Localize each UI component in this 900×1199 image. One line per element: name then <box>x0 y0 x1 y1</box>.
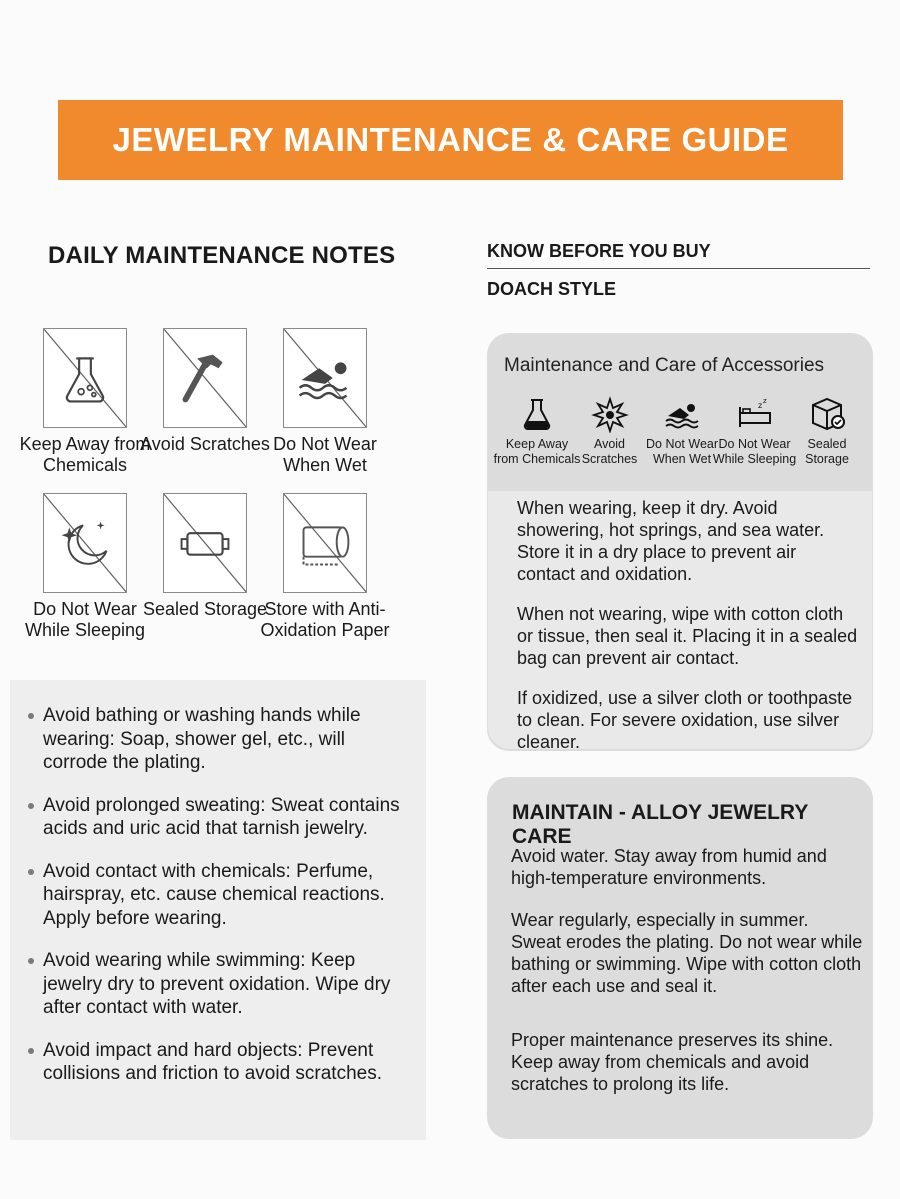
bullet-icon <box>28 958 34 964</box>
mini-icon-row <box>493 395 863 467</box>
care-paragraph: Avoid water. Stay away from humid and high-temperature environments. <box>511 846 827 888</box>
scratch-icon <box>591 395 629 433</box>
list-item <box>28 704 412 775</box>
swimmer-icon <box>283 328 367 428</box>
care-paragraph: Proper maintenance preserves its shine. Keep away from chemicals and avoid scratches to prolong its life. <box>511 1030 834 1094</box>
care-label: Store with Anti-Oxidation Paper <box>260 599 390 640</box>
list-item <box>28 860 412 931</box>
list-item <box>28 949 412 1020</box>
mini-item-wet <box>646 395 718 467</box>
tip-text: Avoid prolonged sweating: Sweat contains acids and uric acid that tarnish jewelry. <box>43 794 400 839</box>
mini-label: Avoid Scratches <box>581 437 638 466</box>
accessories-care-card <box>487 333 873 751</box>
card-body <box>511 845 863 1115</box>
mini-item-scratches <box>574 395 646 467</box>
bullet-icon <box>28 1048 34 1054</box>
care-paragraph: If oxidized, use a silver cloth or toothpaste to clean. For severe oxidation, use silver cleaner. <box>517 688 853 752</box>
care-label: Keep Away from Chemicals <box>19 434 151 475</box>
svg-text:z: z <box>757 401 762 410</box>
mini-label: Keep Away from Chemicals <box>493 437 581 466</box>
mini-label: Do Not Wear While Sleeping <box>712 437 797 466</box>
bullet-icon <box>28 713 34 719</box>
brand-name: DOACH STYLE <box>487 279 617 299</box>
daily-maintenance-heading: DAILY MAINTENANCE NOTES <box>48 242 396 269</box>
card-body <box>488 491 872 752</box>
alloy-care-card <box>487 777 873 1139</box>
swimmer-icon <box>663 395 701 433</box>
care-paragraph: When wearing, keep it dry. Avoid showering, hot springs, and sea water. Store it in a dry place to prevent air contact and oxidation. <box>517 498 825 584</box>
title-banner <box>58 100 843 180</box>
care-item-chemicals <box>20 328 150 493</box>
mini-label: Do Not Wear When Wet <box>646 437 719 466</box>
flask-icon <box>518 395 556 433</box>
card-title: Maintenance and Care of Accessories <box>504 355 825 376</box>
care-item-wet <box>260 328 390 493</box>
care-label: Do Not Wear When Wet <box>273 434 377 475</box>
card-title: MAINTAIN - ALLOY JEWELRY CARE <box>512 801 808 848</box>
mini-label: Sealed Storage <box>805 437 849 466</box>
care-label: Do Not Wear While Sleeping <box>24 599 146 640</box>
hammer-icon <box>163 328 247 428</box>
care-item-scratches <box>140 328 270 493</box>
paper-roll-icon <box>283 493 367 593</box>
list-item <box>28 1039 412 1086</box>
mini-item-sleeping <box>712 395 797 467</box>
care-item-storage <box>140 493 270 673</box>
care-item-sleeping <box>20 493 150 673</box>
know-before-heading: KNOW BEFORE YOU BUY <box>487 241 870 269</box>
box-icon <box>808 395 846 433</box>
mini-item-chemicals <box>493 395 581 467</box>
tip-text: Avoid contact with chemicals: Perfume, hairspray, etc. cause chemical reactions. Apply before wearing. <box>43 860 385 929</box>
list-item <box>28 794 412 841</box>
tip-text: Avoid wearing while swimming: Keep jewelry dry to prevent oxidation. Wipe dry after contact with water. <box>43 950 391 1018</box>
flask-icon <box>43 328 127 428</box>
tips-panel <box>10 680 426 1140</box>
bullet-icon <box>28 869 34 875</box>
box-icon <box>163 493 247 593</box>
moon-icon <box>43 493 127 593</box>
care-item-paper <box>260 493 390 673</box>
tip-text: Avoid bathing or washing hands while wearing: Soap, shower gel, etc., will corrode the plating. <box>43 705 361 773</box>
care-icon-grid <box>20 328 420 673</box>
bed-icon <box>736 395 774 433</box>
svg-text:z: z <box>762 397 767 405</box>
care-paragraph: Wear regularly, especially in summer. Sweat erodes the plating. Do not wear while bathing or swimming. Wipe with cotton cloth after each use and seal it. <box>511 910 863 996</box>
tip-text: Avoid impact and hard objects: Prevent collisions and friction to avoid scratches. <box>43 1039 382 1084</box>
page-title: JEWELRY MAINTENANCE & CARE GUIDE <box>112 121 789 158</box>
care-label: Avoid Scratches <box>140 434 270 454</box>
bullet-icon <box>28 803 34 809</box>
care-label: Sealed Storage <box>142 599 268 619</box>
mini-item-storage <box>791 395 863 467</box>
care-paragraph: When not wearing, wipe with cotton cloth or tissue, then seal it. Placing it in a sealed bag can prevent air contact. <box>517 604 858 668</box>
